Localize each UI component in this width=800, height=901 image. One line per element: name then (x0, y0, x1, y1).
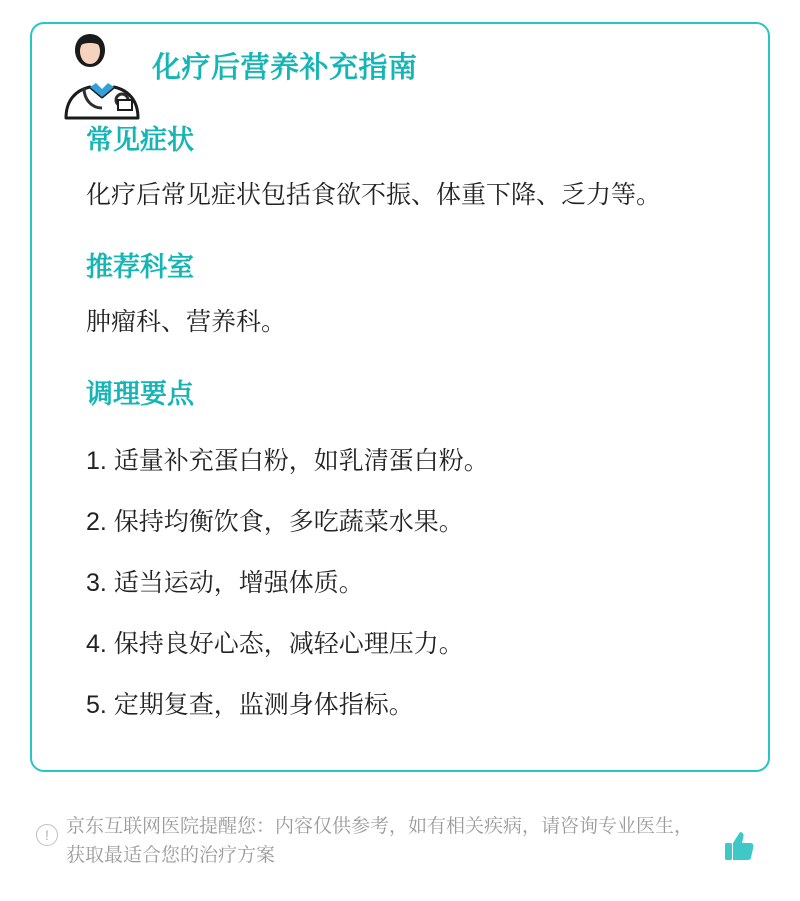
info-icon: ! (36, 824, 58, 846)
list-item: 5. 定期复查，监测身体指标。 (86, 690, 414, 719)
page-title: 化疗后营养补充指南 (152, 52, 418, 84)
section-text-symptoms: 化疗后常见症状包括食欲不振、体重下降、乏力等。 (86, 181, 662, 210)
disclaimer-text: 京东互联网医院提醒您：内容仅供参考，如有相关疾病，请咨询专业医生，获取最适合您的治疗方案 (66, 816, 694, 867)
list-item: 3. 适当运动，增强体质。 (86, 568, 364, 597)
doctor-avatar-icon (54, 26, 150, 122)
list-item: 2. 保持均衡饮食，多吃蔬菜水果。 (86, 507, 464, 536)
footer-disclaimer (30, 812, 770, 871)
list-item: 4. 保持良好心态，减轻心理压力。 (86, 629, 464, 658)
thumbs-up-icon[interactable] (720, 826, 760, 866)
list-item: 1. 适量补充蛋白粉，如乳清蛋白粉。 (86, 446, 489, 475)
section-heading-tips: 调理要点 (86, 379, 194, 410)
section-heading-department: 推荐科室 (86, 251, 194, 282)
advice-card (30, 22, 770, 772)
section-text-department: 肿瘤科、营养科。 (86, 308, 287, 337)
section-heading-symptoms: 常见症状 (86, 124, 194, 155)
tips-list (60, 431, 740, 736)
